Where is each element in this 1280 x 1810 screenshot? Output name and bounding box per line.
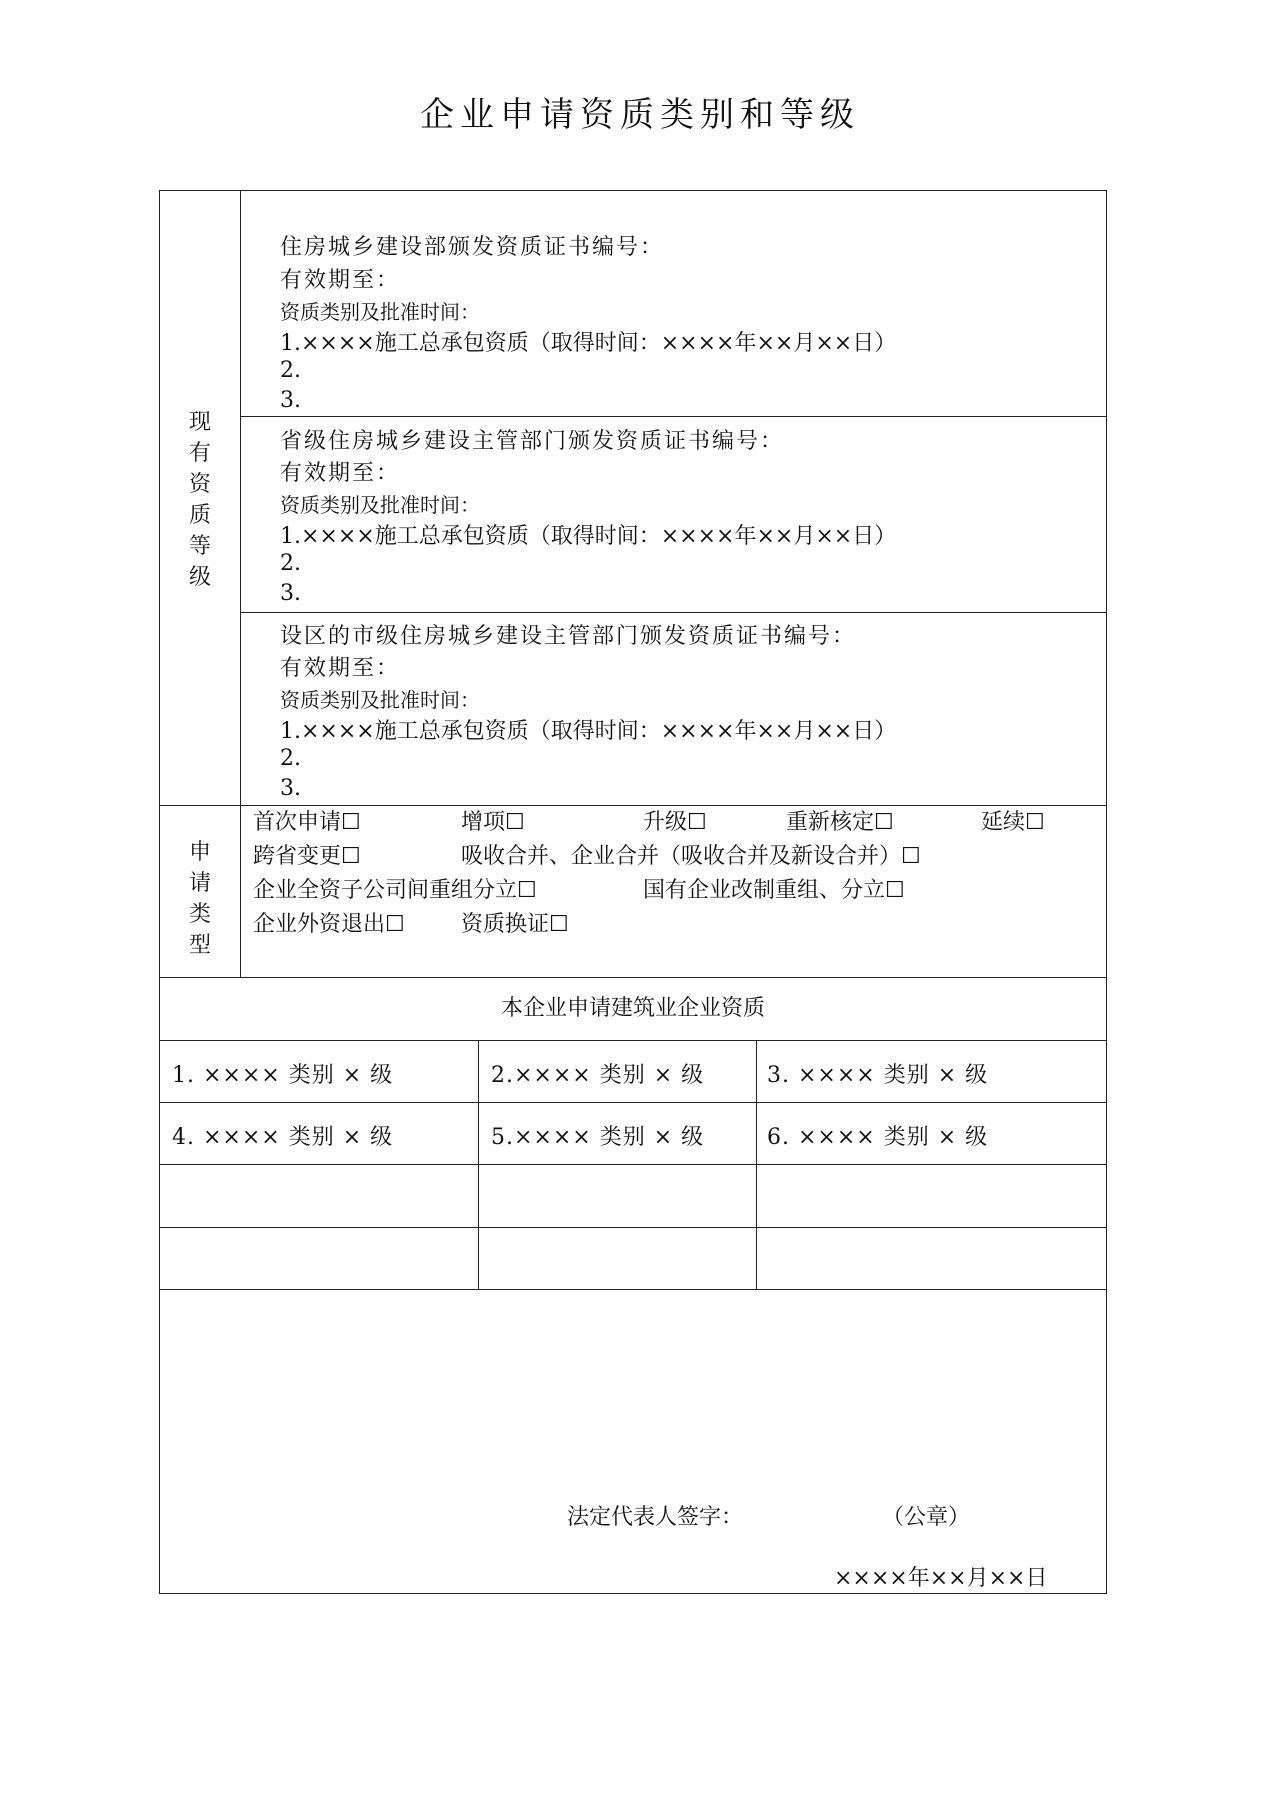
grid-column-divider-1 (478, 1040, 479, 1289)
checkbox[interactable]: ☐ (505, 810, 525, 835)
checkbox[interactable]: ☐ (1025, 810, 1045, 835)
option-label: 国有企业改制重组、分立 (643, 878, 886, 903)
requested-cell: 6. ×××× 类别 × 级 (767, 1125, 989, 1150)
row-divider-4 (160, 1289, 1106, 1290)
checkbox[interactable]: ☐ (687, 810, 707, 835)
category-time-label: 资质类别及批准时间： (280, 300, 480, 324)
option-label: 资质换证 (461, 912, 550, 937)
legal-representative-signature-label: 法定代表人签字： (567, 1505, 744, 1530)
existing-qualification-label (160, 407, 240, 593)
label-char: 现 (188, 410, 211, 435)
requested-cell: 5.×××× 类别 × 级 (491, 1125, 705, 1150)
qualification-item: 3. (280, 581, 301, 606)
requested-cell: 4. ×××× 类别 × 级 (172, 1125, 394, 1150)
checkbox[interactable]: ☐ (341, 810, 361, 835)
checkbox[interactable]: ☐ (549, 912, 569, 937)
option-label: 首次申请 (253, 810, 342, 835)
option-upgrade[interactable] (643, 809, 707, 837)
application-type-label (160, 837, 240, 961)
block-divider-1 (240, 416, 1106, 417)
row-divider-2 (160, 1164, 1106, 1165)
label-char: 有 (188, 441, 211, 466)
requested-cell: 1. ×××× 类别 × 级 (172, 1063, 394, 1088)
option-extend[interactable] (981, 809, 1045, 837)
option-cert-exchange[interactable] (461, 911, 569, 939)
qualification-item: 1.××××施工总承包资质（取得时间：××××年××月××日） (280, 524, 897, 549)
option-label: 企业全资子公司间重组分立 (253, 878, 518, 903)
certificate-heading: 住房城乡建设部颁发资质证书编号： (280, 235, 665, 260)
requested-cell: 3. ×××× 类别 × 级 (767, 1063, 989, 1088)
section-divider-application (160, 805, 1106, 806)
validity-label: 有效期至： (280, 656, 401, 681)
row-divider-1 (160, 1102, 1106, 1103)
label-column-divider (240, 191, 241, 977)
label-char: 质 (188, 503, 211, 528)
label-char: 类 (188, 902, 211, 927)
validity-label: 有效期至： (280, 461, 401, 486)
requested-header-divider (160, 1040, 1106, 1041)
label-char: 申 (188, 840, 211, 865)
requested-cell: 2.×××× 类别 × 级 (491, 1063, 705, 1088)
option-label: 跨省变更 (253, 844, 342, 869)
option-subsidiary-restructure[interactable] (253, 877, 537, 905)
option-label: 企业外资退出 (253, 912, 386, 937)
option-label: 升级 (643, 810, 688, 835)
certificate-heading: 设区的市级住房城乡建设主管部门颁发资质证书编号： (280, 624, 857, 649)
label-char: 型 (188, 933, 211, 958)
label-char: 请 (188, 871, 211, 896)
option-merger[interactable] (461, 843, 921, 871)
grid-column-divider-2 (756, 1040, 757, 1289)
label-char: 资 (188, 472, 211, 497)
company-seal-label: （公章） (882, 1505, 971, 1530)
checkbox[interactable]: ☐ (901, 844, 921, 869)
category-time-label: 资质类别及批准时间： (280, 688, 480, 712)
qualification-item: 3. (280, 776, 301, 801)
option-label: 延续 (981, 810, 1026, 835)
checkbox[interactable]: ☐ (385, 912, 405, 937)
option-add-item[interactable] (461, 809, 525, 837)
qualification-item: 1.××××施工总承包资质（取得时间：××××年××月××日） (280, 331, 897, 356)
validity-label: 有效期至： (280, 268, 401, 293)
checkbox[interactable]: ☐ (874, 810, 894, 835)
qualification-item: 2. (280, 551, 301, 576)
checkbox[interactable]: ☐ (341, 844, 361, 869)
page-title: 企业申请资质类别和等级 (420, 95, 860, 135)
category-time-label: 资质类别及批准时间： (280, 493, 480, 517)
option-reassess[interactable] (786, 809, 894, 837)
option-label: 重新核定 (786, 810, 875, 835)
qualification-item: 1.××××施工总承包资质（取得时间：××××年××月××日） (280, 719, 897, 744)
option-label: 吸收合并、企业合并（吸收合并及新设合并） (461, 844, 902, 869)
qualification-item: 2. (280, 358, 301, 383)
checkbox[interactable]: ☐ (517, 878, 537, 903)
section-divider-requested (160, 977, 1106, 978)
label-char: 级 (188, 565, 211, 590)
qualification-item: 2. (280, 746, 301, 771)
option-label: 增项 (461, 810, 506, 835)
option-soe-restructure[interactable] (643, 877, 905, 905)
option-first-application[interactable] (253, 809, 361, 837)
option-cross-province[interactable] (253, 843, 361, 871)
requested-qualification-header: 本企业申请建筑业企业资质 (500, 996, 765, 1021)
block-divider-2 (240, 612, 1106, 613)
checkbox[interactable]: ☐ (885, 878, 905, 903)
certificate-heading: 省级住房城乡建设主管部门颁发资质证书编号： (280, 429, 785, 454)
option-foreign-exit[interactable] (253, 911, 405, 939)
signature-date: ××××年××月××日 (834, 1566, 1048, 1591)
label-char: 等 (188, 534, 211, 559)
row-divider-3 (160, 1227, 1106, 1228)
qualification-item: 3. (280, 388, 301, 413)
